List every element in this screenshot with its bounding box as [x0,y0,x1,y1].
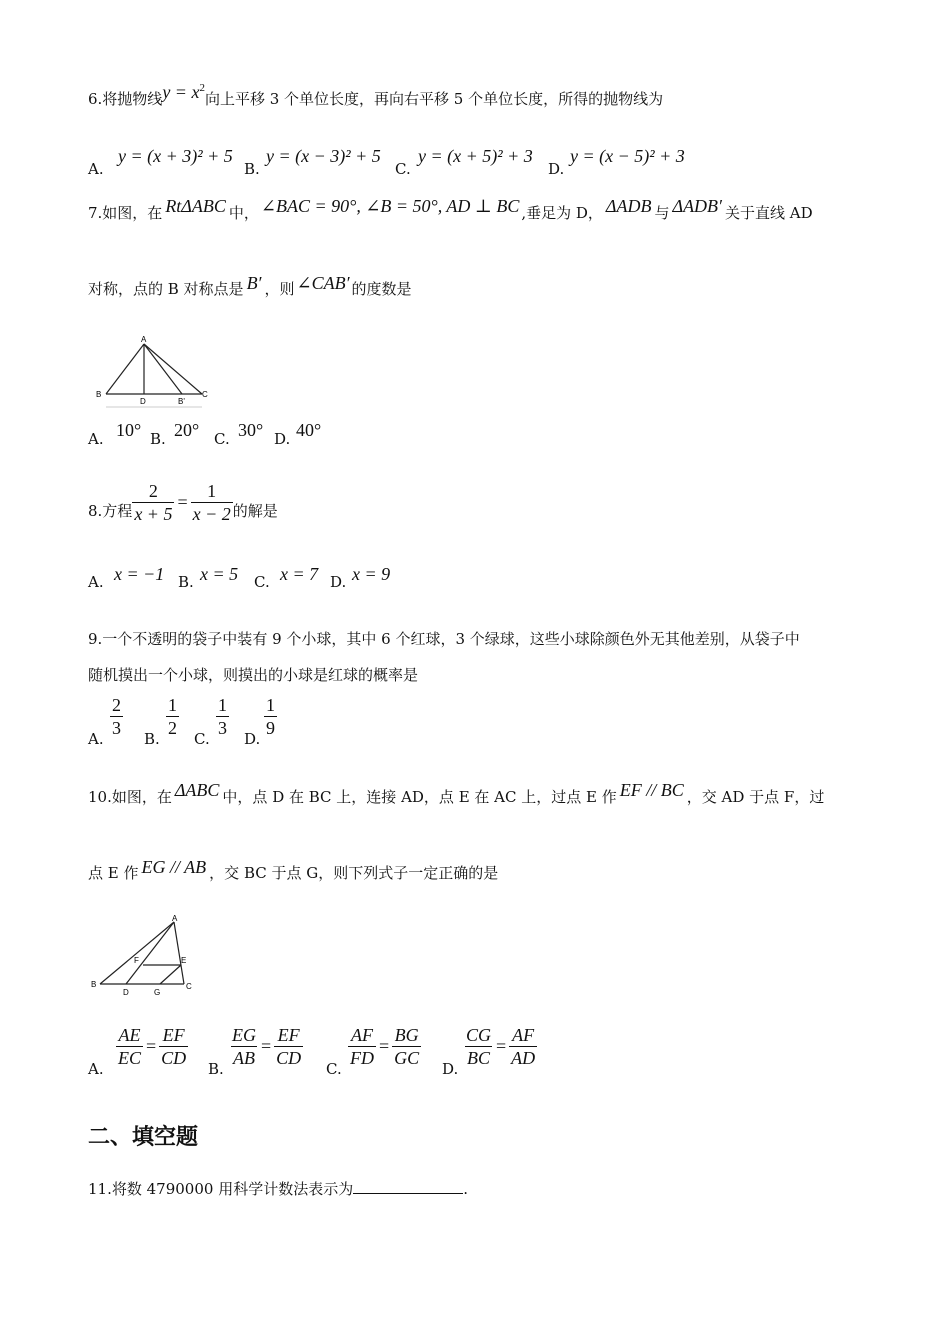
q6-parabola: $y = x^2$ [162,82,205,102]
q10-option-c-label[interactable]: C. [326,1060,342,1078]
q9-option-b[interactable]: $\frac{1}{2}$ [168,695,177,738]
q8-option-d[interactable]: x = 9 [352,564,391,584]
q8-option-d-label[interactable]: D. [330,573,347,591]
q8-option-a-label[interactable]: A. [88,573,104,591]
question-8-options [88,564,408,594]
q7-option-b-label[interactable]: B. [150,430,166,448]
q10-option-a[interactable]: $\frac{AE}{EC}$ = $\frac{EF}{CD}$ [118,1025,187,1068]
q6-option-b-label[interactable]: B. [244,160,260,178]
q6-option-d[interactable]: y = (x − 5)² + 3 [570,146,685,166]
q10-fig-label-a: A [172,914,178,923]
q9-option-a-label[interactable]: A. [88,730,104,748]
q8-option-c[interactable]: x = 7 [280,564,319,584]
q6-option-c[interactable]: y = (x + 5)² + 3 [418,146,533,166]
q8-option-a[interactable]: x = −1 [114,564,165,584]
q9-option-a[interactable]: $\frac{2}{3}$ [112,695,121,738]
q6-suffix: 向上平移 3 个单位长度，再向右平移 5 个单位长度，所得的抛物线为 [204,90,664,108]
q10-option-a-label[interactable]: A. [88,1060,104,1078]
q10-triangle: ΔABC [174,780,220,800]
question-9-stem-line1: 9.一个不透明的袋子中装有 9 个小球，其中 6 个红球，3 个绿球，这些小球除颜色外无其他差别，从袋子中 [88,630,800,648]
q7-triangle-adb: ΔADB [605,196,652,216]
q9-option-c-label[interactable]: C. [194,730,210,748]
q10-fig-label-b: B [91,980,97,989]
q9-option-b-label[interactable]: B. [144,730,160,748]
question-7-stem-line2: 对称，点的 B 对称点是 B′ ，则 ∠CAB′ 的度数是 [88,273,412,298]
q6-option-d-label[interactable]: D. [548,160,565,178]
question-10-stem-line2: 点 E 作 EG // AB ，交 BC 于点 G，则下列式子一定正确的是 [88,857,499,882]
q10-figure-triangle [88,912,198,1002]
q10-eg-parallel: EG // AB [141,857,207,877]
q10-fig-label-g: G [154,988,161,997]
question-9-stem-line2: 随机摸出一个小球，则摸出的小球是红球的概率是 [88,666,419,684]
q7-option-a-label[interactable]: A. [88,430,104,448]
question-7-options [88,420,348,450]
q7-figure-triangle [90,330,220,410]
q10-option-b[interactable]: $\frac{EG}{AB}$ = $\frac{EF}{CD}$ [232,1025,302,1068]
q6-option-a[interactable]: y = (x + 3)² + 5 [118,146,233,166]
question-8-stem: 8.方程 $\frac{2}{x + 5}$ = $\frac{1}{x - 2}$ 的解是 [88,481,278,524]
q6-prefix: 6.将抛物线 [88,90,163,108]
q11-answer-blank[interactable] [353,1179,463,1194]
q8-rhs-fraction: $\frac{1}{x - 2}$ [192,481,231,524]
q6-option-c-label[interactable]: C. [395,160,411,178]
q10-option-b-label[interactable]: B. [208,1060,224,1078]
q9-option-d[interactable]: $\frac{1}{9}$ [266,695,275,738]
q7-angle: ∠CAB′ [296,273,350,293]
q10-ef-parallel: EF // BC [619,780,684,800]
q6-option-a-label[interactable]: A. [88,160,104,178]
q7-fig-label-b-prime: B' [178,397,185,406]
q7-b-prime: B′ [246,273,262,293]
section-heading-fill-in: 二、填空题 [88,1125,199,1150]
q7-option-c[interactable]: 30° [238,420,264,440]
question-9-options [88,694,308,748]
q7-option-d-label[interactable]: D. [274,430,291,448]
q7-option-d[interactable]: 40° [296,420,322,440]
question-10-options [88,1024,558,1080]
q10-fig-label-f: F [134,956,139,965]
q10-option-d-label[interactable]: D. [442,1060,459,1078]
q10-fig-label-c: C [186,982,192,991]
q8-option-b-label[interactable]: B. [178,573,194,591]
question-7-stem-line1: 7.如图，在 RtΔABC 中， ∠BAC = 90°, ∠B = 50°, AD ⊥ BC ,垂足为 D， ΔADB 与 ΔADB′ 关于直线 AD [88,196,813,222]
q11-text: 11.将数 4790000 用科学计数法表示为 [88,1180,354,1198]
q10-option-d[interactable]: $\frac{CG}{BC}$ = $\frac{AF}{AD}$ [466,1025,536,1068]
question-10-stem-line1: 10.如图，在 ΔABC 中，点 D 在 BC 上，连接 AD，点 E 在 AC 上，过点 E 作 EF // BC ，交 AD 于点 F，过 [88,780,825,806]
q10-fig-label-e: E [181,956,187,965]
question-11: 11.将数 4790000 用科学计数法表示为 . [88,1180,468,1198]
q8-option-b[interactable]: x = 5 [200,564,239,584]
q10-option-c[interactable]: $\frac{AF}{FD}$ = $\frac{BG}{GC}$ [350,1025,420,1068]
q9-option-d-label[interactable]: D. [244,730,261,748]
question-6-stem [88,82,664,109]
q7-triangle: RtΔABC [165,196,226,216]
q7-fig-label-a: A [141,335,147,344]
q7-fig-label-d: D [140,397,146,406]
q7-fig-label-b: B [96,390,102,399]
q10-fig-label-d: D [123,988,129,997]
q6-option-b[interactable]: y = (x − 3)² + 5 [266,146,381,166]
q7-option-a[interactable]: 10° [116,420,142,440]
q7-option-b[interactable]: 20° [174,420,200,440]
q7-conditions: ∠BAC = 90°, ∠B = 50°, AD ⊥ BC [260,196,520,216]
q7-option-c-label[interactable]: C. [214,430,230,448]
q9-option-c[interactable]: $\frac{1}{3}$ [218,695,227,738]
q7-triangle-adb-prime: ΔADB′ [672,196,722,216]
q8-option-c-label[interactable]: C. [254,573,270,591]
q8-lhs-fraction: $\frac{2}{x + 5}$ [134,481,173,524]
q7-fig-label-c: C [202,390,208,399]
